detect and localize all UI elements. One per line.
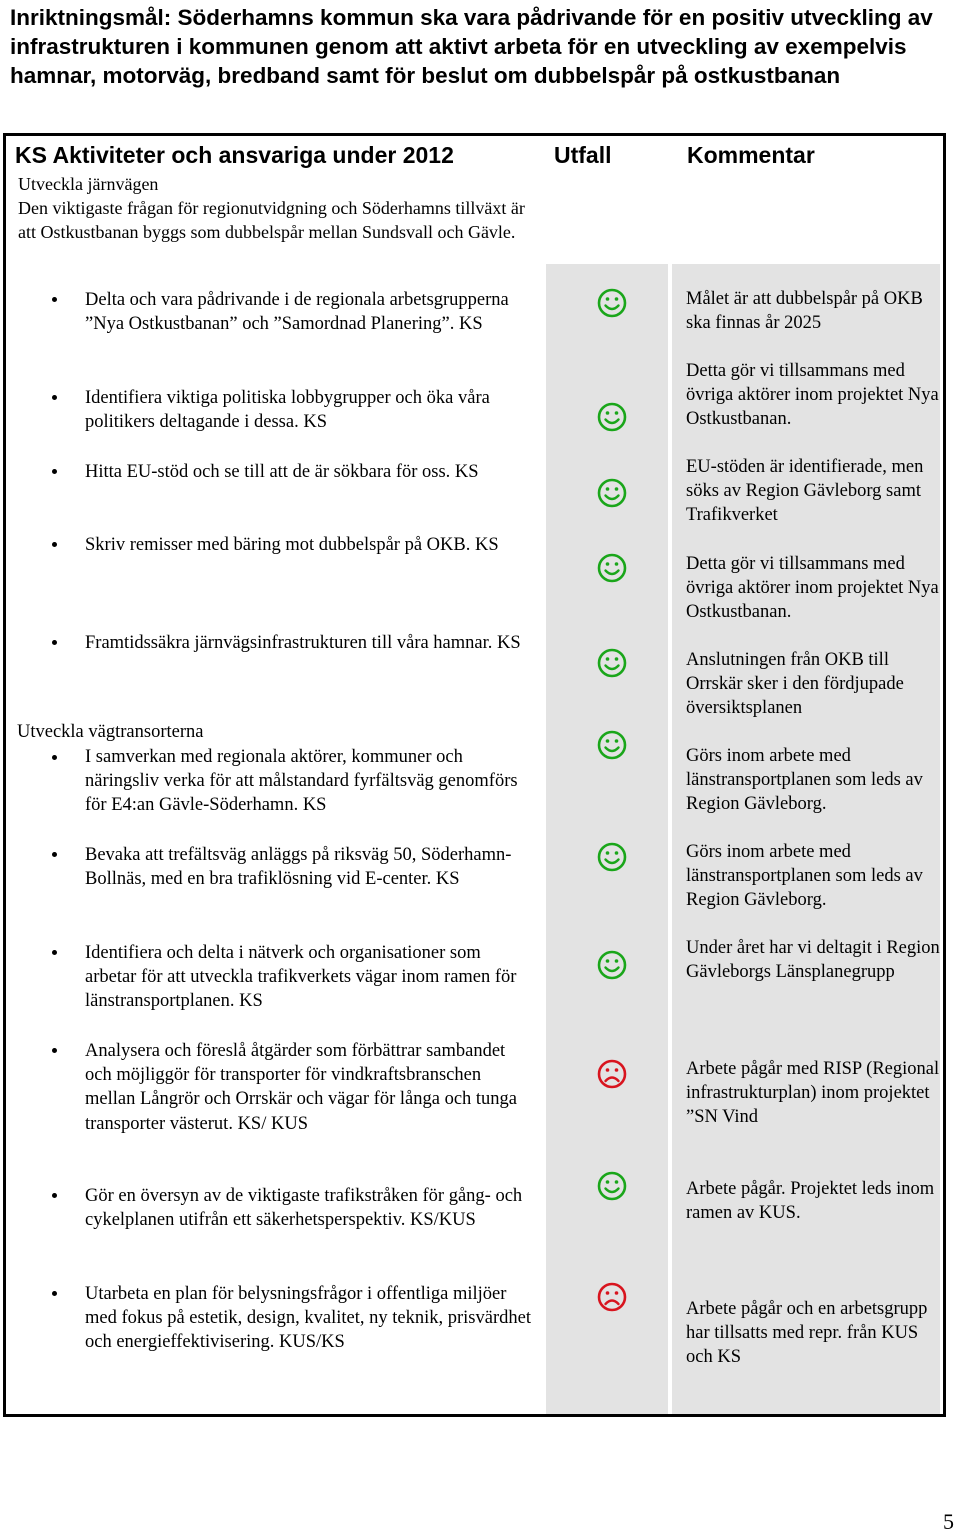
intro-text: Den viktigaste frågan för regionutvidgning och Söderhamns tillväxt är att Ostkustbanan byggs som dubbelspår mellan Sundsvall och Gävle. <box>18 198 525 242</box>
comment-10: Arbete pågår. Projektet leds inom ramen av KUS. <box>686 1179 935 1224</box>
page-heading: Inriktningsmål: Söderhamns kommun ska vara pådrivande för en positiv utveckling av infrastrukturen i kommunen genom att aktivt arbeta för en utveckling av exempelvis hamnar, motorväg, bredband samt för beslut om dubbelspår på ostkustbanan <box>10 5 933 88</box>
bullet <box>52 1048 57 1053</box>
bullet <box>52 852 57 857</box>
intro-block <box>18 172 538 244</box>
bullet <box>52 1291 57 1296</box>
smiley-happy-icon <box>597 478 627 508</box>
activity-item-2: Identifiera viktiga politiska lobbygrupper och öka våra politikers deltagande i dessa. KS <box>85 388 490 433</box>
activity-item-1: Delta och vara pådrivande i de regionala arbetsgrupperna ”Nya Ostkustbanan” och ”Samordnad Planering”. KS <box>85 290 509 335</box>
column-header-comment: Kommentar <box>687 142 815 168</box>
comment-9: Arbete pågår med RISP (Regional infrastrukturplan) inom projektet ”SN Vind <box>686 1059 940 1128</box>
outcome-column <box>546 136 668 1414</box>
smiley-happy-icon <box>597 950 627 980</box>
bullet <box>52 640 57 645</box>
bullet <box>52 542 57 547</box>
comment-11: Arbete pågår och en arbetsgrupp har tillsatts med repr. från KUS och KS <box>686 1299 928 1368</box>
smiley-sad-icon <box>597 1282 627 1312</box>
comment-7: Görs inom arbete med länstransportplanen som leds av Region Gävleborg. <box>686 842 923 911</box>
activity-item-5: Framtidssäkra järnvägsinfrastrukturen till våra hamnar. KS <box>85 633 521 653</box>
comment-8: Under året har vi deltagit i Region Gävleborgs Länsplanegrupp <box>686 938 940 983</box>
bullet <box>52 297 57 302</box>
bullet <box>52 469 57 474</box>
activity-item-10: Gör en översyn av de viktigaste trafikstråken för gång- och cykelplanen utifrån ett säkerhetsperspektiv. KS/KUS <box>85 1186 523 1231</box>
bullet <box>52 1193 57 1198</box>
smiley-sad-icon <box>597 1059 627 1089</box>
column-header-activities: KS Aktiviteter och ansvariga under 2012 <box>15 142 454 168</box>
smiley-happy-icon <box>597 553 627 583</box>
comment-6: Görs inom arbete med länstransportplanen som leds av Region Gävleborg. <box>686 746 923 815</box>
smiley-happy-icon <box>597 648 627 678</box>
bullet <box>52 395 57 400</box>
bullet <box>52 755 57 760</box>
smiley-happy-icon <box>597 1171 627 1201</box>
page-number: 5 <box>943 1509 954 1534</box>
activity-item-4: Skriv remisser med bäring mot dubbelspår på OKB. KS <box>85 535 499 555</box>
smiley-happy-icon <box>597 402 627 432</box>
activity-item-9: Analysera och föreslå åtgärder som förbättrar sambandet och möjliggör för transporter för vindkraftsbranschen mellan Långrör och Orrskär och vägar för långa och tunga transporter västerut. KS/ KUS <box>85 1041 518 1134</box>
smiley-happy-icon <box>597 288 627 318</box>
comment-2: Detta gör vi tillsammans med övriga aktörer inom projektet Nya Ostkustbanan. <box>686 361 939 430</box>
comment-1: Målet är att dubbelspår på OKB ska finnas år 2025 <box>686 289 923 334</box>
intro-title: Utveckla järnvägen <box>18 174 159 194</box>
column-header-outcome: Utfall <box>554 142 612 168</box>
bullet <box>52 950 57 955</box>
activity-item-11: Utarbeta en plan för belysningsfrågor i offentliga miljöer med fokus på estetik, design, kvalitet, ny teknik, prisvärdhet och energieffektivisering. KUS/KS <box>85 1284 531 1353</box>
comment-4: Detta gör vi tillsammans med övriga aktörer inom projektet Nya Ostkustbanan. <box>686 554 939 623</box>
activity-item-6: I samverkan med regionala aktörer, kommuner och näringsliv verka för att målstandard fyrfältsväg genomförs för E4:an Gävle-Söderhamn. KS <box>85 747 518 816</box>
activity-item-3: Hitta EU-stöd och se till att de är sökbara för oss. KS <box>85 462 479 482</box>
smiley-happy-icon <box>597 730 627 760</box>
section-title-roads: Utveckla vägtransorterna <box>17 722 204 742</box>
smiley-happy-icon <box>597 842 627 872</box>
activity-item-7: Bevaka att trefältsväg anläggs på riksväg 50, Söderhamn-Bollnäs, med en bra trafiklösning vid E-center. KS <box>85 845 512 890</box>
comment-5: Anslutningen från OKB till Orrskär sker i den fördjupade översiktsplanen <box>686 650 904 719</box>
comment-3: EU-stöden är identifierade, men söks av Region Gävleborg samt Trafikverket <box>686 457 924 526</box>
activity-item-8: Identifiera och delta i nätverk och organisationer som arbetar för att utveckla trafikverkets vägar inom ramen för länstransportplanen. KS <box>85 943 517 1012</box>
